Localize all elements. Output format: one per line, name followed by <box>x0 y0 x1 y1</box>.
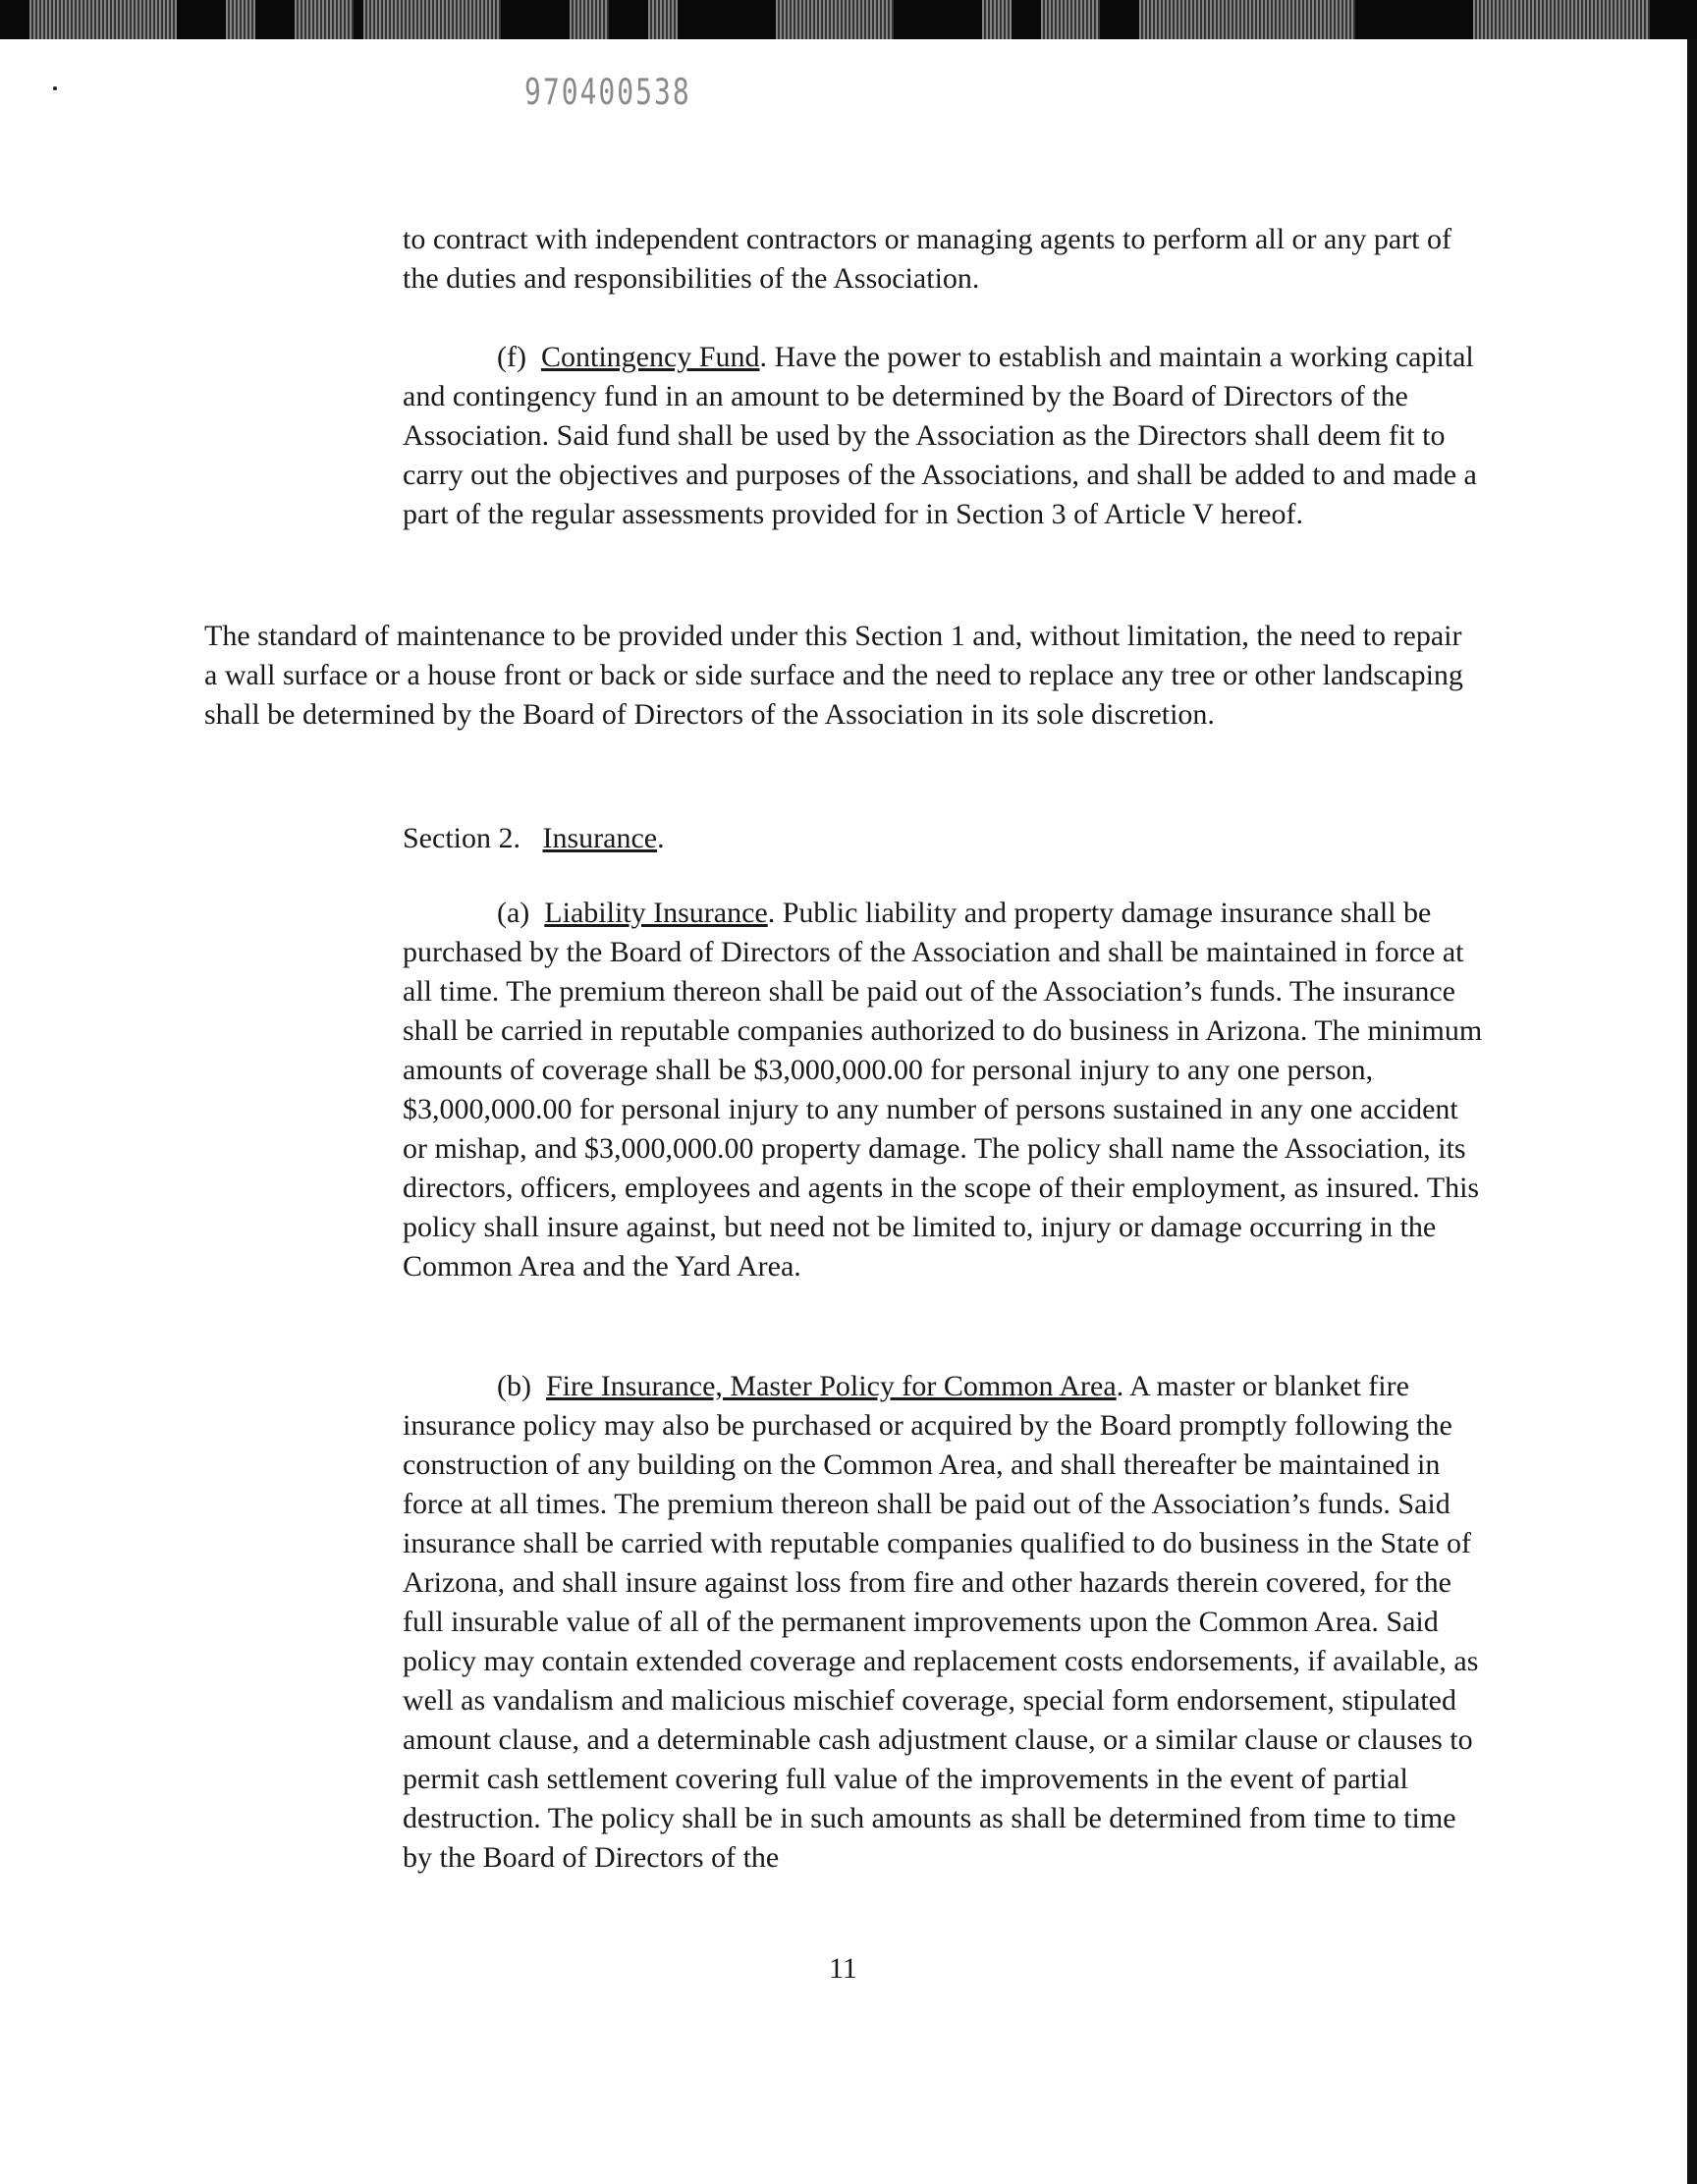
scan-header-bar <box>0 0 1697 39</box>
text-maintenance-standard: The standard of maintenance to be provided under this Section 1 and, without limitation, the need to repair a wall surface or a house front or back or side surface and the need to replace any tree or other landscaping shall be determined by the Board of Directors of the Association in its sole discretion. <box>204 620 1463 731</box>
page-number: 11 <box>829 1952 857 1985</box>
text-contingency-fund: . Have the power to establish and maintain a working capital and contingency fund in an amount to be determined by the Board of Directors of the Association. Said fund shall be used by the Association as the Directors shall deem fit to carry out the objectives and purposes of the Associations, and shall be added to and made a part of the regular assessments provided for in Section 3 of Article V hereof. <box>403 341 1477 530</box>
paragraph-maintenance-standard <box>204 617 1481 735</box>
section-2-heading <box>403 819 1483 858</box>
paragraph-continuation-text: to contract with independent contractors or managing agents to perform all or any part of the duties and responsibilities of the Association. <box>403 223 1451 295</box>
scan-speck <box>53 86 57 90</box>
section-2-period: . <box>657 822 665 854</box>
heading-contingency-fund: Contingency Fund <box>540 341 760 373</box>
text-fire-insurance: . A master or blanket fire insurance policy may also be purchased or acquired by the Board promptly following the construction of any building on the Common Area, and shall thereafter be maintained in force at all times. The premium thereon shall be paid out of the Association’s funds. Said insurance shall be carried with reputable companies qualified to do business in the State of Arizona, and shall insure against loss from fire and other hazards therein covered, for the full insurable value of all of the permanent improvements upon the Common Area. Said policy may contain extended coverage and replacement costs endorsements, if available, as well as vandalism and malicious mischief coverage, special form endorsement, stipulated amount clause, and a determinable cash adjustment clause, or a similar clause or clauses to permit cash settlement covering full value of the improvements in the event of partial destruction. The policy shall be in such amounts as shall be determined from time to time by the Board of Directors of the <box>403 1370 1479 1874</box>
paragraph-f-contingency-fund <box>403 338 1483 534</box>
label-b: (b) <box>497 1370 531 1402</box>
document-stamp-number: 970400538 <box>524 71 691 113</box>
text-liability-insurance: . Public liability and property damage insurance shall be purchased by the Board of Directors of the Association and shall be maintained in force at all time. The premium thereon shall be paid out of the Association’s funds. The insurance shall be carried in reputable companies authorized to do business in Arizona. The minimum amounts of coverage shall be $3,000,000.00 for personal injury to any one person, $3,000,000.00 for personal injury to any number of persons sustained in any one accident or mishap, and $3,000,000.00 property damage. The policy shall name the Association, its directors, officers, employees and agents in the scope of their employment, as insured. This policy shall insure against, but need not be limited to, injury or damage occurring in the Common Area and the Yard Area. <box>403 897 1483 1283</box>
paragraph-continuation <box>403 220 1483 299</box>
label-a: (a) <box>497 897 530 929</box>
label-f: (f) <box>497 341 526 373</box>
section-2-title: Insurance <box>542 822 658 854</box>
paragraph-a-liability-insurance <box>403 894 1483 1286</box>
paragraph-b-fire-insurance <box>403 1367 1483 1878</box>
section-2-label: Section 2. <box>403 822 520 854</box>
heading-liability-insurance: Liability Insurance <box>544 897 768 929</box>
heading-fire-insurance: Fire Insurance, Master Policy for Common Area <box>545 1370 1117 1402</box>
scan-right-edge <box>1687 39 1697 2184</box>
